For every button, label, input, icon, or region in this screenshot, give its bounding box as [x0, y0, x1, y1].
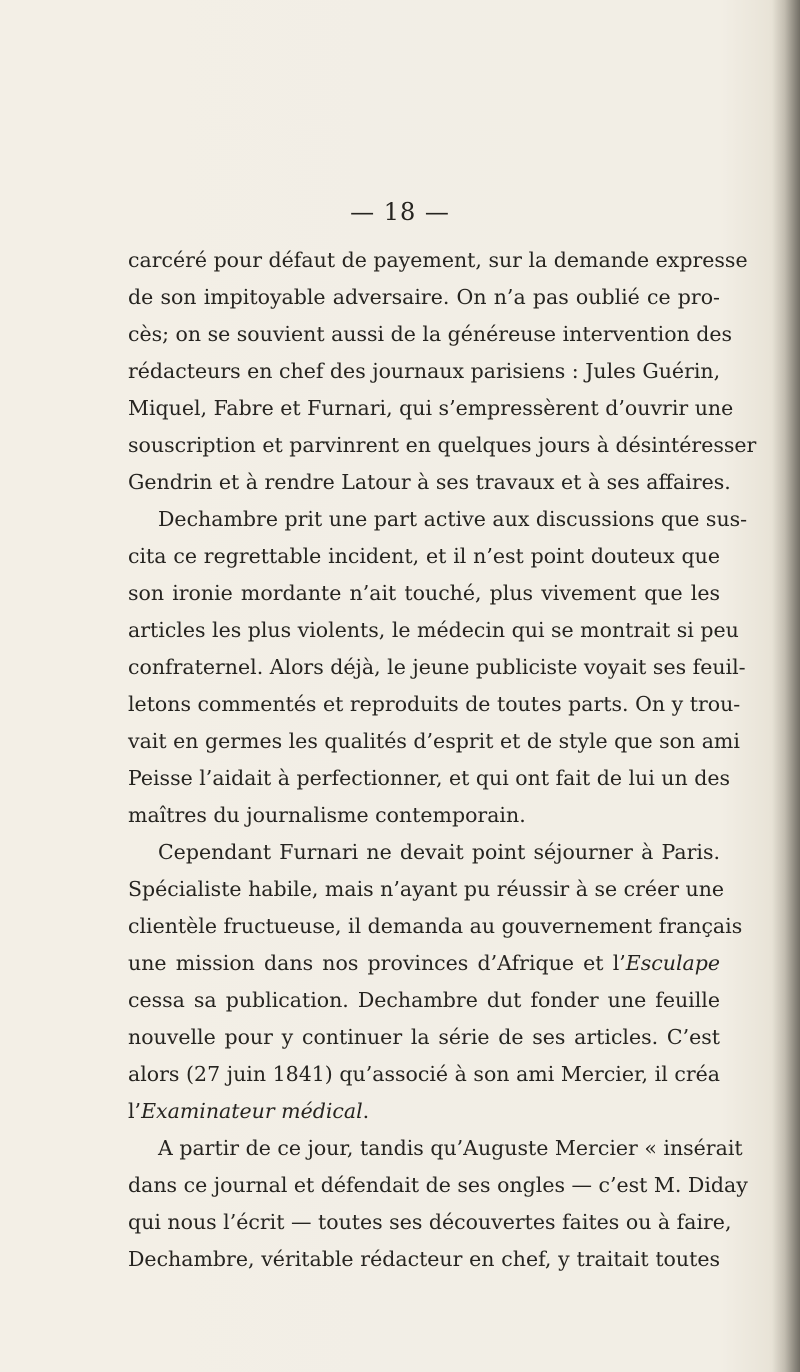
text-line [128, 1093, 720, 1130]
text-line: alors (27 juin 1841) qu’associé à son ami Mercier, il créa [128, 1062, 720, 1086]
body-text [128, 242, 757, 1278]
text-line: Dechambre, véritable rédacteur en chef, y traitait toutes [128, 1247, 720, 1271]
text-line: de son impitoyable adversaire. On n’a pas oublié ce pro- [128, 285, 720, 309]
text-line: son ironie mordante n’ait touché, plus vivement que les [128, 581, 720, 605]
text-line: qui nous l’écrit — toutes ses découvertes faites ou à faire, [128, 1210, 732, 1234]
journal-title-esculape: Esculape [625, 951, 720, 975]
text-line: Miquel, Fabre et Furnari, qui s’empressèrent d’ouvrir une [128, 396, 734, 420]
text-line: Peisse l’aidait à perfectionner, et qui ont fait de lui un des [128, 766, 731, 790]
text-line: Cependant Furnari ne devait point séjourner à Paris. [158, 840, 720, 864]
text-line: cessa sa publication. Dechambre dut fonder une feuille [128, 988, 720, 1012]
text-line: confraternel. Alors déjà, le jeune publiciste voyait ses feuil- [128, 655, 746, 679]
text-line: carcéré pour défaut de payement, sur la demande expresse [128, 248, 748, 272]
text-segment: l’ [128, 1099, 142, 1123]
text-line: letons commentés et reproduits de toutes parts. On y trou- [128, 692, 741, 716]
text-line [128, 945, 720, 982]
text-line: A partir de ce jour, tandis qu’Auguste Mercier « insérait [158, 1136, 743, 1160]
text-line: Gendrin et à rendre Latour à ses travaux et à ses affaires. [128, 470, 731, 494]
text-line: vait en germes les qualités d’esprit et de style que son ami [128, 729, 740, 753]
text-segment: . [362, 1099, 370, 1123]
text-line: cita ce regrettable incident, et il n’est point douteux que [128, 544, 720, 568]
text-line: articles les plus violents, le médecin qui se montrait si peu [128, 618, 739, 642]
text-segment: une mission dans nos provinces d’Afrique et l’ [128, 951, 626, 975]
text-line: rédacteurs en chef des journaux parisiens : Jules Guérin, [128, 359, 721, 383]
text-line: clientèle fructueuse, il demanda au gouvernement français [128, 914, 743, 938]
page-number: — 18 — [350, 198, 450, 226]
text-line: nouvelle pour y continuer la série de ses articles. C’est [128, 1025, 720, 1049]
text-line: maîtres du journalisme contemporain. [128, 803, 526, 827]
journal-title-examinateur: Examinateur médical [141, 1099, 363, 1123]
text-line: dans ce journal et défendait de ses ongles — c’est M. Diday [128, 1173, 748, 1197]
text-line: Spécialiste habile, mais n’ayant pu réussir à se créer une [128, 877, 725, 901]
text-line: souscription et parvinrent en quelques jours à désintéresser [128, 433, 757, 457]
text-line: Dechambre prit une part active aux discussions que sus- [158, 507, 748, 531]
text-line: cès; on se souvient aussi de la généreuse intervention des [128, 322, 733, 346]
